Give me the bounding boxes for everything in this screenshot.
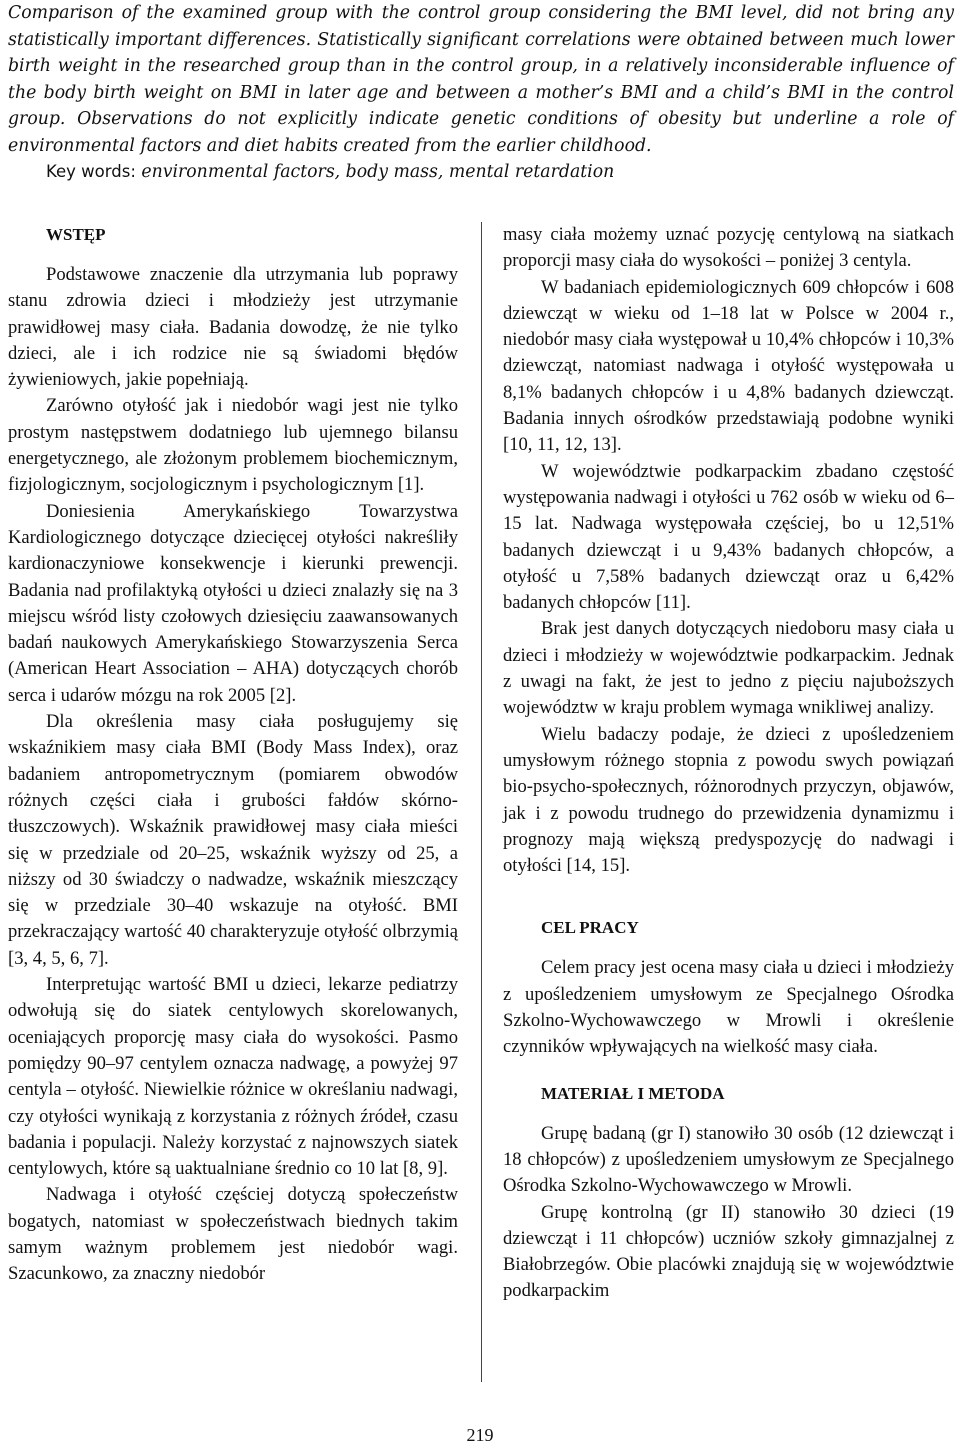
paragraph: masy ciała możemy uznać pozycję centylową na siatkach proporcji masy ciała do wysokości – poniżej 3 centyla. [503, 224, 954, 272]
column-divider [481, 222, 482, 1382]
paragraph: Nadwaga i otyłość częściej dotyczą społeczeństw bogatych, natomiast w społeczeństwach biednych takim samym ważnym problemem jest niedobór wagi. Szacunkowo, za znaczny niedobór [8, 1184, 458, 1285]
paragraph: Interpretując wartość BMI u dzieci, lekarze pediatrzy odwołują się do siatek centylowych skorelowanych, oceniających proporcję masy ciała do wysokości. Pasmo pomiędzy 90–97 centylem oznacza nadwagę, a powyżej 97 centyla – otyłość. Niewielkie różnice w określaniu nadwagi, czy otyłości wynikają z korzystania z różnych źródeł, czasu badania i populacji. Należy korzystać z najnowszych siatek centylowych, które są uaktualniane średnio co 10 lat [8, 9]. [8, 974, 458, 1180]
keywords-text: environmental factors, body mass, mental retardation [141, 162, 615, 182]
abstract-text: Comparison of the examined group with the control group considering the BMI level, did not bring any statistically important differences. Statistically significant correlations were obtained between much lower birth weight in the researched group than in the control group, in a relatively inconsiderable influence of the body birth weight on BMI in later age and between a mother’s BMI and a child’s BMI in the control group. Observations do not explicitly indicate genetic conditions of obesity but underline a role of environmental factors and diet habits created from the earlier childhood. [8, 3, 954, 156]
section-heading-methods: MATERIAŁ I METODA [541, 1083, 725, 1103]
paragraph: Grupę badaną (gr I) stanowiło 30 osób (12 dziewcząt i 18 chłopców) z upośledzeniem umysłowym ze Specjalnego Ośrodka Szkolno-Wychowawczego w Mrowli. [503, 1122, 954, 1197]
keywords-line [8, 159, 954, 186]
paragraph: Brak jest danych dotyczących niedoboru masy ciała u dzieci i młodzieży w województwie podkarpackim. Jednak z uwagi na fakt, że jest to jedno z pięciu najuboższych województw w kraju problem wymaga wnikliwej analizy. [503, 618, 954, 719]
paragraph: W województwie podkarpackim zbadano częstość występowania nadwagi i otyłości u 762 osób w wieku od 6–15 lat. Nadwaga występowała częściej, bo u 12,51% badanych dziewcząt i u 9,43% badanych chłopców, a otyłość u 7,58% badanych dziewcząt oraz u 6,42% badanych chłopców [11]. [503, 460, 954, 614]
paragraph: W badaniach epidemiologicznych 609 chłopców i 608 dziewcząt w wieku od 1–18 lat w Polsce w 2004 r., niedobór masy ciała występował u 10,4% chłopców i 10,3% dziewcząt, natomiast nadwaga i otyłość występowała u 8,1% badanych chłopców i u 4,8% badanych dziewcząt. Badania innych ośrodków przedstawiają podobne wyniki [10, 11, 12, 13]. [503, 276, 954, 456]
left-column [8, 222, 458, 1288]
page-number: 219 [466, 1425, 494, 1445]
keywords-label: Key words: [46, 162, 136, 181]
paragraph: Dla określenia masy ciała posługujemy się wskaźnikiem masy ciała BMI (Body Mass Index), oraz badaniem antropometrycznym (pomiarem obwodów różnych części ciała i grubości fałdów skórno-tłuszczowych). Wskaźnik prawidłowej masy ciała mieści się w przedziale od 20–25, wskaźnik wyższy od 25, a niższy od 30 świadczy o nadwadze, wskaźnik mieszczący się w przedziale 30–40 wskazuje na otyłość. BMI przekraczający wartość 40 charakteryzuje otyłość olbrzymią [3, 4, 5, 6, 7]. [8, 711, 458, 969]
paragraph: Doniesienia Amerykańskiego Towarzystwa Kardiologicznego dotyczące dziecięcej otyłości nakreśliły kardionaczyniowe konsekwencje i kierunki prewencji. Badania nad profilaktyką otyłości u dzieci znalazły się na 3 miejscu wśród listy czołowych dziesięciu zaawansowanych badań naukowych Amerykańskiego Stowarzyszenia Serca (American Heart Association – AHA) dotyczących chorób serca i udarów mózgu na rok 2005 [2]. [8, 500, 458, 706]
section-heading-introduction: WSTĘP [46, 225, 106, 244]
english-abstract [8, 0, 954, 186]
section-heading-aim: CEL PRACY [541, 918, 639, 938]
paragraph: Grupę kontrolną (gr II) stanowiło 30 dzieci (19 dziewcząt i 11 chłopców) uczniów szkoły gimnazjalnej z Białobrzegów. Obie placówki znajdują się w województwie podkarpackim [503, 1201, 954, 1302]
paragraph: Wielu badaczy podaje, że dzieci z upośledzeniem umysłowym różnego stopnia z powodu swych powiązań bio-psycho-społecznych, różnorodnych przyczyn, objawów, jak i z powodu trudnego do przewidzenia dynamizmu i prognozy mają większą predyspozycję do nadwagi i otyłości [14, 15]. [503, 723, 954, 877]
paragraph: Podstawowe znaczenie dla utrzymania lub poprawy stanu zdrowia dzieci i młodzieży jest utrzymanie prawidłowej masy ciała. Badania dowodzę, że nie tylko dzieci, ale i ich rodzice nie są świadomi błędów żywieniowych, jakie popełniają. [8, 264, 458, 391]
paragraph: Zarówno otyłość jak i niedobór wagi jest nie tylko prostym następstwem dodatniego lub ujemnego bilansu energetycznego, ale złożonym problemem biochemicznym, fizjologicznym, socjologicznym i psychologicznym [1]. [8, 395, 458, 496]
paragraph: Celem pracy jest ocena masy ciała u dzieci i młodzieży z upośledzeniem umysłowym ze Specjalnego Ośrodka Szkolno-Wychowawczego w Mrowli i określenie czynników wpływających na wielkość masy ciała. [503, 957, 954, 1058]
right-column [503, 222, 954, 1305]
